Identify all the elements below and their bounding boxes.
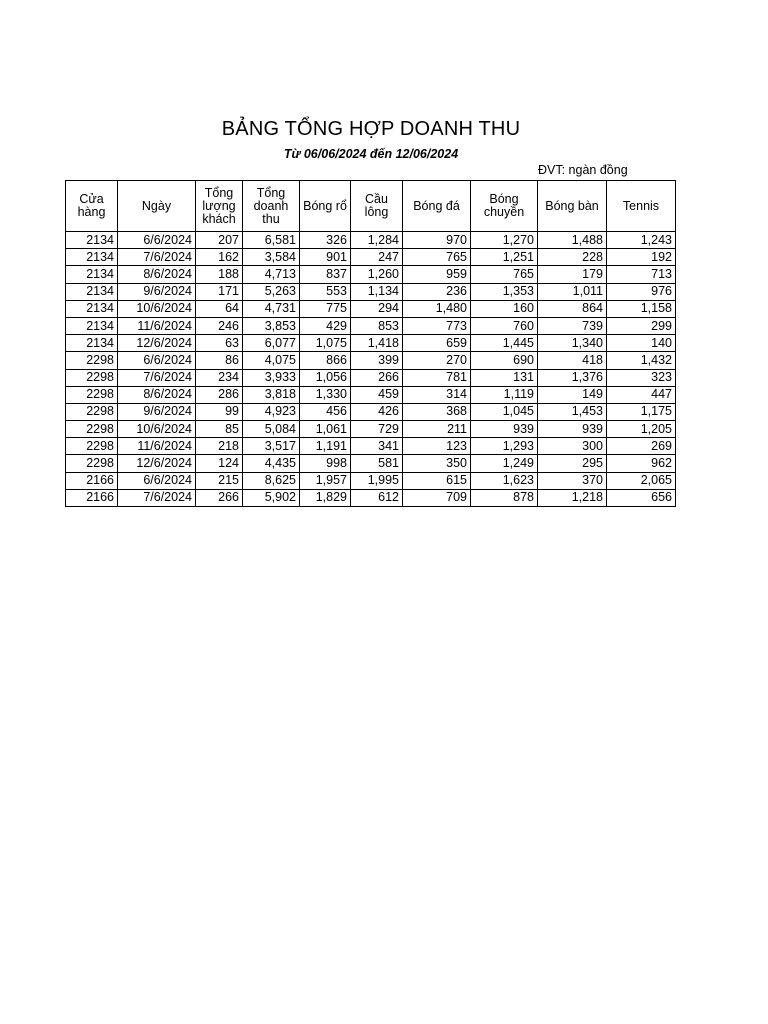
cell-store: 2298 bbox=[66, 352, 118, 369]
cell-total-revenue: 6,581 bbox=[243, 232, 300, 249]
header-football: Bóng đá bbox=[403, 181, 471, 232]
cell-football: 314 bbox=[403, 386, 471, 403]
cell-store: 2134 bbox=[66, 317, 118, 334]
cell-basketball: 1,829 bbox=[300, 489, 351, 506]
cell-total-revenue: 4,923 bbox=[243, 403, 300, 420]
cell-volleyball: 1,293 bbox=[471, 438, 538, 455]
table-row bbox=[66, 489, 676, 506]
cell-date: 10/6/2024 bbox=[118, 300, 196, 317]
cell-football: 236 bbox=[403, 283, 471, 300]
cell-volleyball: 131 bbox=[471, 369, 538, 386]
cell-football: 970 bbox=[403, 232, 471, 249]
cell-football: 773 bbox=[403, 317, 471, 334]
cell-football: 959 bbox=[403, 266, 471, 283]
table-row bbox=[66, 283, 676, 300]
cell-total-revenue: 5,084 bbox=[243, 421, 300, 438]
cell-tennis: 713 bbox=[607, 266, 676, 283]
table-row bbox=[66, 455, 676, 472]
cell-date: 6/6/2024 bbox=[118, 232, 196, 249]
cell-total-customers: 266 bbox=[196, 489, 243, 506]
cell-volleyball: 1,353 bbox=[471, 283, 538, 300]
cell-date: 7/6/2024 bbox=[118, 369, 196, 386]
cell-basketball: 1,957 bbox=[300, 472, 351, 489]
cell-volleyball: 160 bbox=[471, 300, 538, 317]
cell-total-customers: 207 bbox=[196, 232, 243, 249]
cell-basketball: 553 bbox=[300, 283, 351, 300]
cell-total-revenue: 3,584 bbox=[243, 249, 300, 266]
cell-basketball: 1,330 bbox=[300, 386, 351, 403]
cell-basketball: 998 bbox=[300, 455, 351, 472]
cell-tennis: 323 bbox=[607, 369, 676, 386]
cell-football: 709 bbox=[403, 489, 471, 506]
header-volleyball: Bóng chuyền bbox=[471, 181, 538, 232]
cell-table-tennis: 1,488 bbox=[538, 232, 607, 249]
cell-store: 2134 bbox=[66, 266, 118, 283]
cell-total-customers: 218 bbox=[196, 438, 243, 455]
header-total-revenue: Tổng doanh thu bbox=[243, 181, 300, 232]
cell-store: 2298 bbox=[66, 369, 118, 386]
cell-tennis: 447 bbox=[607, 386, 676, 403]
cell-badminton: 266 bbox=[351, 369, 403, 386]
cell-football: 350 bbox=[403, 455, 471, 472]
cell-tennis: 269 bbox=[607, 438, 676, 455]
cell-total-revenue: 4,713 bbox=[243, 266, 300, 283]
cell-total-revenue: 4,075 bbox=[243, 352, 300, 369]
cell-volleyball: 765 bbox=[471, 266, 538, 283]
cell-volleyball: 1,623 bbox=[471, 472, 538, 489]
cell-tennis: 140 bbox=[607, 335, 676, 352]
cell-football: 123 bbox=[403, 438, 471, 455]
table-row bbox=[66, 369, 676, 386]
cell-store: 2298 bbox=[66, 438, 118, 455]
cell-date: 6/6/2024 bbox=[118, 472, 196, 489]
cell-basketball: 1,061 bbox=[300, 421, 351, 438]
cell-tennis: 1,432 bbox=[607, 352, 676, 369]
cell-volleyball: 1,445 bbox=[471, 335, 538, 352]
cell-volleyball: 760 bbox=[471, 317, 538, 334]
unit-label: ĐVT: ngàn đồng bbox=[538, 163, 628, 177]
cell-store: 2134 bbox=[66, 300, 118, 317]
cell-date: 8/6/2024 bbox=[118, 386, 196, 403]
header-table-tennis: Bóng bàn bbox=[538, 181, 607, 232]
cell-table-tennis: 295 bbox=[538, 455, 607, 472]
cell-date: 9/6/2024 bbox=[118, 403, 196, 420]
cell-tennis: 1,158 bbox=[607, 300, 676, 317]
cell-store: 2134 bbox=[66, 283, 118, 300]
table-row bbox=[66, 249, 676, 266]
cell-date: 6/6/2024 bbox=[118, 352, 196, 369]
table-row bbox=[66, 403, 676, 420]
cell-tennis: 2,065 bbox=[607, 472, 676, 489]
header-store: Cửa hàng bbox=[66, 181, 118, 232]
cell-basketball: 326 bbox=[300, 232, 351, 249]
cell-table-tennis: 1,453 bbox=[538, 403, 607, 420]
date-range-subtitle: Từ 06/06/2024 đến 12/06/2024 bbox=[283, 147, 459, 161]
cell-store: 2298 bbox=[66, 386, 118, 403]
header-total-customers: Tổng lượng khách bbox=[196, 181, 243, 232]
cell-table-tennis: 300 bbox=[538, 438, 607, 455]
table-row bbox=[66, 232, 676, 249]
header-tennis: Tennis bbox=[607, 181, 676, 232]
cell-tennis: 962 bbox=[607, 455, 676, 472]
cell-total-customers: 124 bbox=[196, 455, 243, 472]
cell-tennis: 1,175 bbox=[607, 403, 676, 420]
cell-table-tennis: 228 bbox=[538, 249, 607, 266]
cell-volleyball: 878 bbox=[471, 489, 538, 506]
cell-date: 7/6/2024 bbox=[118, 249, 196, 266]
cell-football: 781 bbox=[403, 369, 471, 386]
cell-badminton: 581 bbox=[351, 455, 403, 472]
cell-badminton: 294 bbox=[351, 300, 403, 317]
cell-total-revenue: 8,625 bbox=[243, 472, 300, 489]
cell-basketball: 1,191 bbox=[300, 438, 351, 455]
header-badminton: Cầu lông bbox=[351, 181, 403, 232]
cell-total-customers: 234 bbox=[196, 369, 243, 386]
cell-date: 7/6/2024 bbox=[118, 489, 196, 506]
table-row bbox=[66, 352, 676, 369]
cell-total-revenue: 6,077 bbox=[243, 335, 300, 352]
cell-tennis: 976 bbox=[607, 283, 676, 300]
cell-football: 1,480 bbox=[403, 300, 471, 317]
cell-table-tennis: 739 bbox=[538, 317, 607, 334]
cell-basketball: 866 bbox=[300, 352, 351, 369]
cell-table-tennis: 939 bbox=[538, 421, 607, 438]
cell-basketball: 1,056 bbox=[300, 369, 351, 386]
cell-volleyball: 939 bbox=[471, 421, 538, 438]
cell-total-customers: 86 bbox=[196, 352, 243, 369]
cell-date: 8/6/2024 bbox=[118, 266, 196, 283]
cell-volleyball: 1,270 bbox=[471, 232, 538, 249]
cell-football: 270 bbox=[403, 352, 471, 369]
cell-store: 2134 bbox=[66, 335, 118, 352]
cell-badminton: 399 bbox=[351, 352, 403, 369]
cell-badminton: 729 bbox=[351, 421, 403, 438]
cell-badminton: 426 bbox=[351, 403, 403, 420]
cell-basketball: 456 bbox=[300, 403, 351, 420]
cell-store: 2134 bbox=[66, 232, 118, 249]
cell-football: 615 bbox=[403, 472, 471, 489]
cell-total-customers: 63 bbox=[196, 335, 243, 352]
cell-total-customers: 162 bbox=[196, 249, 243, 266]
table-row bbox=[66, 300, 676, 317]
cell-badminton: 1,284 bbox=[351, 232, 403, 249]
cell-table-tennis: 149 bbox=[538, 386, 607, 403]
table-body bbox=[66, 232, 676, 507]
cell-store: 2298 bbox=[66, 403, 118, 420]
table-row bbox=[66, 472, 676, 489]
cell-badminton: 459 bbox=[351, 386, 403, 403]
cell-total-customers: 171 bbox=[196, 283, 243, 300]
cell-total-customers: 246 bbox=[196, 317, 243, 334]
cell-badminton: 247 bbox=[351, 249, 403, 266]
cell-tennis: 1,205 bbox=[607, 421, 676, 438]
cell-football: 211 bbox=[403, 421, 471, 438]
cell-table-tennis: 864 bbox=[538, 300, 607, 317]
report-title: BẢNG TỔNG HỢP DOANH THU bbox=[221, 118, 521, 140]
cell-table-tennis: 1,340 bbox=[538, 335, 607, 352]
revenue-table bbox=[65, 180, 676, 507]
cell-table-tennis: 1,376 bbox=[538, 369, 607, 386]
cell-basketball: 429 bbox=[300, 317, 351, 334]
cell-total-customers: 99 bbox=[196, 403, 243, 420]
cell-volleyball: 690 bbox=[471, 352, 538, 369]
cell-total-customers: 188 bbox=[196, 266, 243, 283]
cell-table-tennis: 370 bbox=[538, 472, 607, 489]
cell-badminton: 612 bbox=[351, 489, 403, 506]
cell-badminton: 853 bbox=[351, 317, 403, 334]
cell-store: 2298 bbox=[66, 455, 118, 472]
cell-table-tennis: 1,011 bbox=[538, 283, 607, 300]
cell-total-revenue: 4,435 bbox=[243, 455, 300, 472]
cell-total-revenue: 3,853 bbox=[243, 317, 300, 334]
header-basketball: Bóng rổ bbox=[300, 181, 351, 232]
cell-total-revenue: 5,902 bbox=[243, 489, 300, 506]
cell-total-customers: 286 bbox=[196, 386, 243, 403]
table-row bbox=[66, 386, 676, 403]
header-date: Ngày bbox=[118, 181, 196, 232]
cell-total-revenue: 3,933 bbox=[243, 369, 300, 386]
cell-tennis: 299 bbox=[607, 317, 676, 334]
cell-store: 2298 bbox=[66, 421, 118, 438]
cell-date: 9/6/2024 bbox=[118, 283, 196, 300]
table-row bbox=[66, 421, 676, 438]
cell-badminton: 1,134 bbox=[351, 283, 403, 300]
cell-table-tennis: 1,218 bbox=[538, 489, 607, 506]
cell-badminton: 341 bbox=[351, 438, 403, 455]
cell-basketball: 837 bbox=[300, 266, 351, 283]
table-row bbox=[66, 266, 676, 283]
cell-total-revenue: 5,263 bbox=[243, 283, 300, 300]
cell-tennis: 192 bbox=[607, 249, 676, 266]
cell-volleyball: 1,249 bbox=[471, 455, 538, 472]
cell-total-revenue: 3,517 bbox=[243, 438, 300, 455]
cell-total-revenue: 4,731 bbox=[243, 300, 300, 317]
cell-basketball: 775 bbox=[300, 300, 351, 317]
cell-table-tennis: 179 bbox=[538, 266, 607, 283]
cell-basketball: 901 bbox=[300, 249, 351, 266]
cell-total-customers: 64 bbox=[196, 300, 243, 317]
cell-date: 11/6/2024 bbox=[118, 438, 196, 455]
table-row bbox=[66, 438, 676, 455]
cell-football: 659 bbox=[403, 335, 471, 352]
cell-total-customers: 215 bbox=[196, 472, 243, 489]
cell-football: 368 bbox=[403, 403, 471, 420]
table-header-row bbox=[66, 181, 676, 232]
table-row bbox=[66, 335, 676, 352]
cell-basketball: 1,075 bbox=[300, 335, 351, 352]
cell-date: 11/6/2024 bbox=[118, 317, 196, 334]
cell-date: 10/6/2024 bbox=[118, 421, 196, 438]
cell-volleyball: 1,119 bbox=[471, 386, 538, 403]
cell-date: 12/6/2024 bbox=[118, 335, 196, 352]
cell-volleyball: 1,251 bbox=[471, 249, 538, 266]
cell-badminton: 1,995 bbox=[351, 472, 403, 489]
cell-football: 765 bbox=[403, 249, 471, 266]
table-row bbox=[66, 317, 676, 334]
cell-store: 2134 bbox=[66, 249, 118, 266]
cell-badminton: 1,260 bbox=[351, 266, 403, 283]
cell-store: 2166 bbox=[66, 472, 118, 489]
cell-tennis: 1,243 bbox=[607, 232, 676, 249]
cell-total-customers: 85 bbox=[196, 421, 243, 438]
cell-total-revenue: 3,818 bbox=[243, 386, 300, 403]
cell-date: 12/6/2024 bbox=[118, 455, 196, 472]
cell-table-tennis: 418 bbox=[538, 352, 607, 369]
cell-volleyball: 1,045 bbox=[471, 403, 538, 420]
cell-badminton: 1,418 bbox=[351, 335, 403, 352]
cell-tennis: 656 bbox=[607, 489, 676, 506]
cell-store: 2166 bbox=[66, 489, 118, 506]
